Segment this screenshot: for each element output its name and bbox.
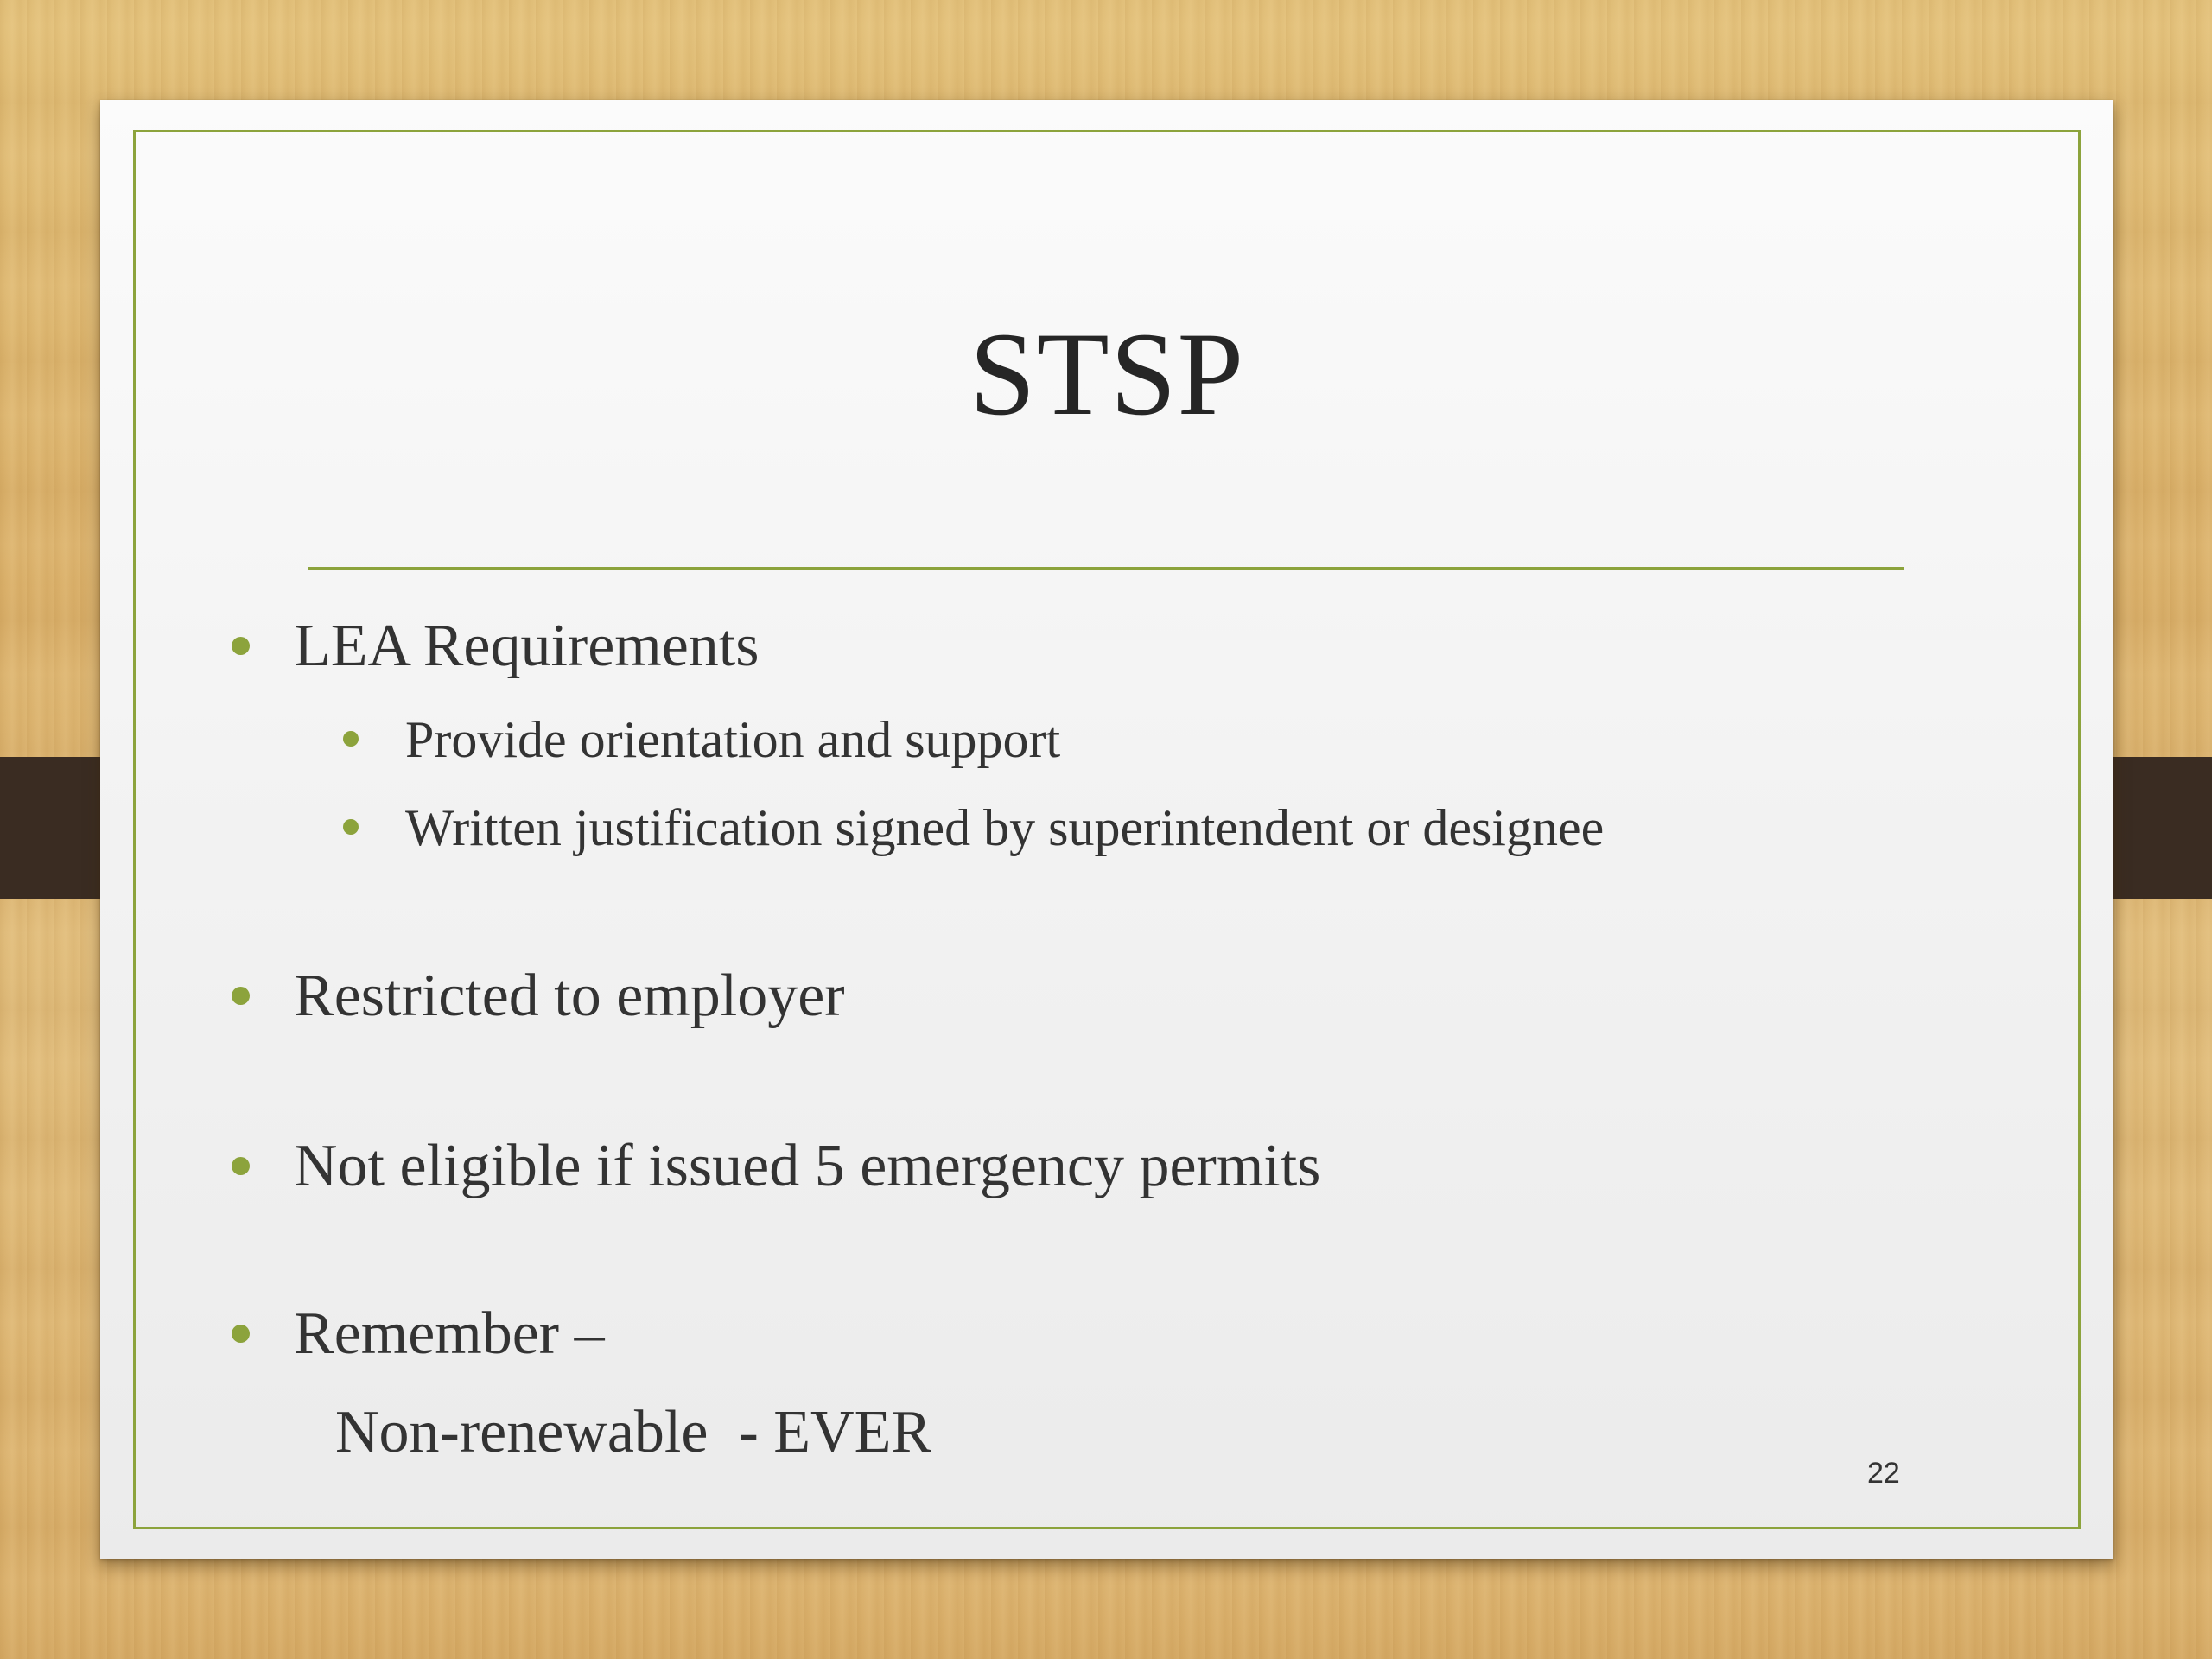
bullet-dot-icon	[343, 731, 359, 747]
bullet-text: Remember –	[294, 1300, 605, 1367]
bullet-dot-icon	[232, 1325, 250, 1343]
bullet-item-lea-requirements	[294, 613, 760, 679]
bullet-continuation-non-renewable: Non-renewable - EVER	[335, 1399, 932, 1465]
bullet-text: Not eligible if issued 5 emergency permits	[294, 1133, 1321, 1199]
slide	[100, 100, 2113, 1559]
bullet-item-remember	[294, 1300, 605, 1367]
sub-bullet-item-orientation	[405, 711, 1061, 768]
bullet-dot-icon	[343, 819, 359, 835]
sub-bullet-text: Provide orientation and support	[405, 711, 1061, 768]
sub-bullet-text: Written justification signed by superintendent or designee	[405, 799, 1605, 856]
title-divider	[308, 567, 1904, 570]
bullet-item-not-eligible	[294, 1133, 1321, 1199]
bullet-dot-icon	[232, 987, 250, 1005]
slide-title: STSP	[969, 308, 1245, 440]
bullet-item-restricted	[294, 963, 845, 1029]
bullet-dot-icon	[232, 1157, 250, 1175]
sub-bullet-item-justification	[405, 799, 1605, 856]
page-number: 22	[1867, 1457, 1900, 1490]
bullet-text: Restricted to employer	[294, 963, 845, 1029]
bullet-text: LEA Requirements	[294, 613, 760, 679]
bullet-dot-icon	[232, 637, 250, 655]
